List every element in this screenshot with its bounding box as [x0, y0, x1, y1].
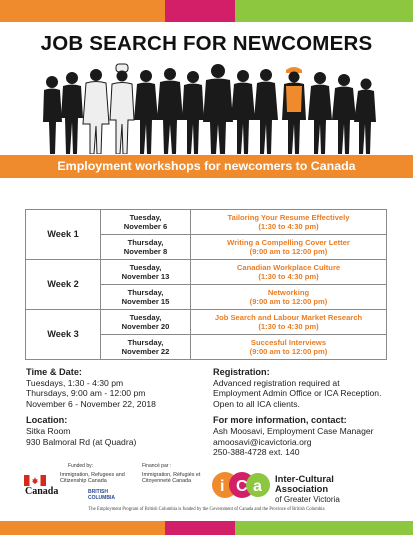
session-topic: Canadian Workplace Culture (1:30 to 4:30 pm): [191, 260, 387, 285]
registration-line: Open to all ICA clients.: [213, 398, 300, 409]
session-date: Thursday, November 15: [101, 285, 191, 310]
ica-circles-icon: [211, 467, 271, 503]
registration-contact-info: [213, 367, 398, 458]
workers-silhouette-image: [38, 62, 378, 154]
poster-title: JOB SEARCH FOR NEWCOMERS: [40, 32, 373, 55]
session-topic: Tailoring Your Resume Effectively (1:30 to 4:30 pm): [191, 210, 387, 235]
schedule-table: [25, 209, 387, 360]
funding-footnote: The Employment Program of British Columbia is funded by the Government of Canada and the Province of British Columbia: [88, 507, 325, 512]
bottom-color-bar: [0, 521, 413, 535]
time-date-line: Thursdays, 9:00 am - 12:00 pm: [26, 388, 146, 399]
session-topic: Writing a Compelling Cover Letter (9:00 am to 12:00 pm): [191, 235, 387, 260]
ica-name: Inter-Cultural Association of Greater Victoria: [275, 473, 340, 504]
top-bar-green: [235, 0, 413, 22]
funders-logos: [24, 463, 199, 505]
table-row: [26, 210, 387, 235]
svg-text:a: a: [253, 478, 262, 495]
bottom-bar-magenta: [165, 521, 235, 535]
canada-wordmark: Canada: [25, 486, 59, 497]
session-topic: Job Search and Labour Market Research (1:30 to 4:30 pm): [191, 310, 387, 335]
registration-heading: Registration:: [213, 367, 270, 377]
contact-email[interactable]: amoosavi@icavictoria.org: [213, 436, 312, 447]
svg-text:C: C: [236, 478, 248, 495]
ircc-french-name: Immigration, Réfugiés et Citoyenneté Canada: [142, 472, 201, 485]
location-line: 930 Balmoral Rd (at Quadra): [26, 436, 137, 447]
time-date-line: November 6 - November 22, 2018: [26, 398, 156, 409]
top-bar-orange: [0, 0, 165, 22]
registration-line: Employment Admin Office or ICA Reception.: [213, 388, 382, 399]
contact-phone: 250-388-4728 ext. 140: [213, 447, 300, 458]
canada-flag-icon: [24, 475, 46, 486]
week-label: Week 3: [26, 310, 101, 360]
ircc-english-name: Immigration, Refugees and Citizenship Canada: [60, 472, 125, 485]
session-topic: Succesful Interviews (9:00 am to 12:00 pm): [191, 335, 387, 360]
time-date-heading: Time & Date:: [26, 367, 82, 377]
location-heading: Location:: [26, 415, 68, 426]
session-date: Tuesday, November 20: [101, 310, 191, 335]
top-color-bar: [0, 0, 413, 22]
location-line: Sitka Room: [26, 425, 71, 436]
funded-by-label: Funded by:: [68, 463, 94, 469]
ica-logo: [211, 467, 396, 503]
session-date: Tuesday, November 13: [101, 260, 191, 285]
british-columbia-logo: BRITISH COLUMBIA: [88, 489, 115, 501]
contact-name: Ash Moosavi, Employment Case Manager: [213, 425, 374, 436]
session-date: Tuesday, November 6: [101, 210, 191, 235]
session-date: Thursday, November 8: [101, 235, 191, 260]
svg-text:i: i: [220, 478, 225, 495]
week-label: Week 1: [26, 210, 101, 260]
top-bar-magenta: [165, 0, 235, 22]
time-date-line: Tuesdays, 1:30 - 4:30 pm: [26, 377, 124, 388]
workshop-banner: Employment workshops for newcomers to Canada: [0, 155, 413, 178]
session-date: Thursday, November 22: [101, 335, 191, 360]
registration-line: Advanced registration required at: [213, 377, 340, 388]
finance-par-label: Financé par :: [142, 463, 172, 469]
week-label: Week 2: [26, 260, 101, 310]
time-location-info: [26, 367, 211, 447]
bottom-bar-green: [235, 521, 413, 535]
contact-heading: For more information, contact:: [213, 415, 347, 426]
session-topic: Networking (9:00 am to 12:00 pm): [191, 285, 387, 310]
bottom-bar-orange: [0, 521, 165, 535]
table-row: [26, 260, 387, 285]
table-row: [26, 310, 387, 335]
